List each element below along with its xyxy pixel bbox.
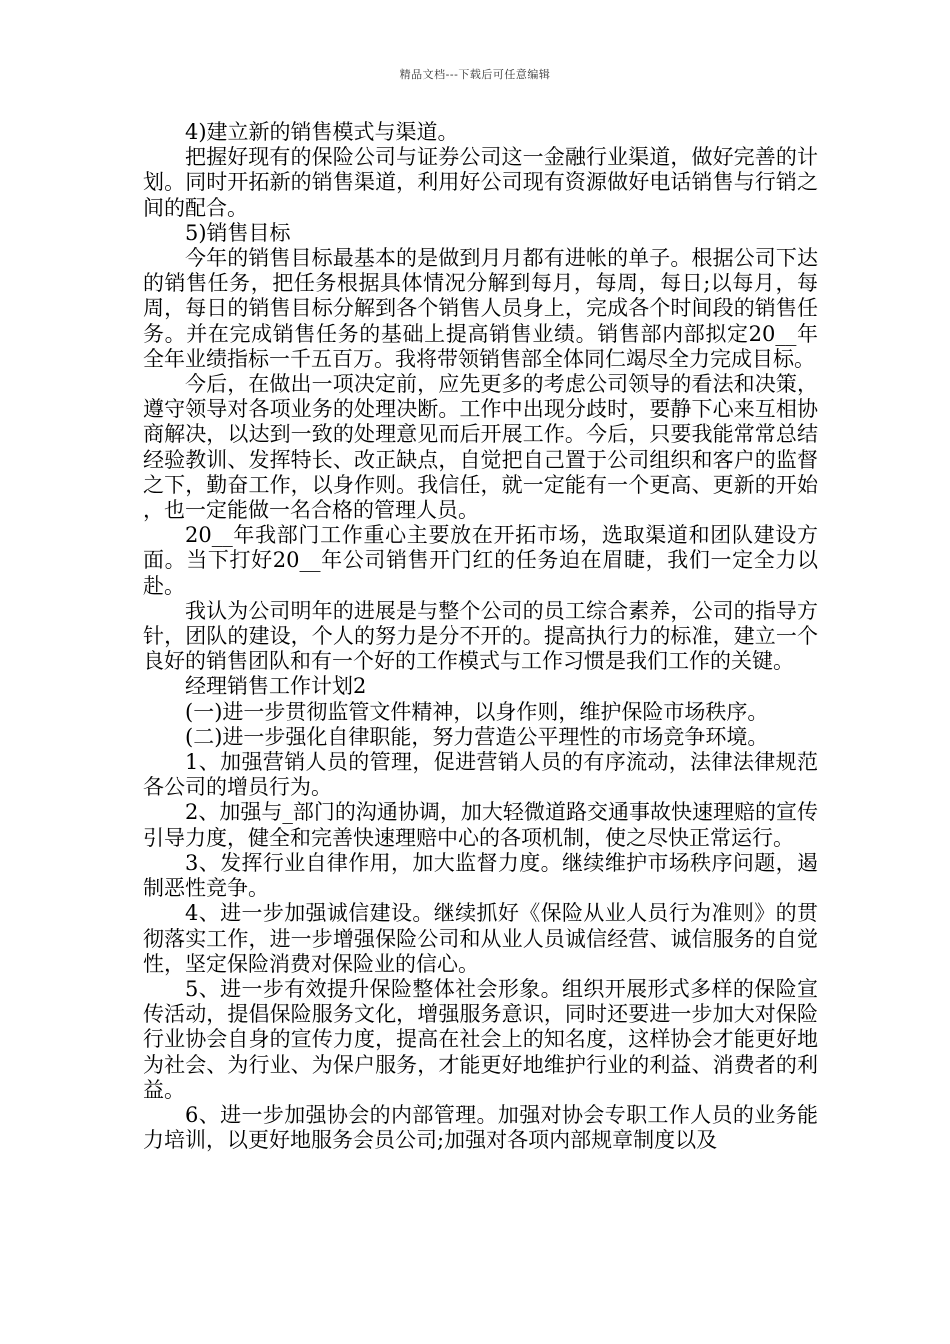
paragraph: 1、加强营销人员的管理，促进营销人员的有序流动，法律法律规范各公司的增员行为。 <box>143 750 818 800</box>
paragraph: 2、加强与_部门的沟通协调，加大轻微道路交通事故快速理赔的宣传引导力度，健全和完善快速理赔中心的各项机制，使之尽快正常运行。 <box>143 800 818 850</box>
paragraph: 6、进一步加强协会的内部管理。加强对协会专职工作人员的业务能力培训，以更好地服务会员公司;加强对各项内部规章制度以及 <box>143 1102 818 1153</box>
paragraph: 3、发挥行业自律作用，加大监督力度。继续维护市场秩序问题，遏制恶性竞争。 <box>143 850 818 901</box>
paragraph: 今后，在做出一项决定前，应先更多的考虑公司领导的看法和决策，遵守领导对各项业务的处理决断。工作中出现分歧时，要静下心来互相协商解决，以达到一致的处理意见而后开展工作。今后，只要我能常常总结经验教训、发挥特长、改正缺点，自觉把自己置于公司组织和客户的监督之下，勤奋工作，以身作则。我信任，就一定能有一个更高、更新的开始，也一定能做一名合格的管理人员。 <box>143 372 818 523</box>
paragraph: 5、进一步有效提升保险整体社会形象。组织开展形式多样的保险宣传活动，提倡保险服务文化，增强服务意识，同时还要进一步加大对保险行业协会自身的宣传力度，提高在社会上的知名度，这样协会才能更好地为社会、为行业、为保户服务，才能更好地维护行业的利益、消费者的利益。 <box>143 976 818 1102</box>
paragraph: 今年的销售目标最基本的是做到月月都有进帐的单子。根据公司下达的销售任务，把任务根据具体情况分解到每月，每周，每日;以每月，每周，每日的销售目标分解到各个销售人员身上，完成各个时间段的销售任务。并在完成销售任务的基础上提高销售业绩。销售部内部拟定20__年全年业绩指标一千五百万。我将带领销售部全体同仁竭尽全力完成目标。 <box>143 246 818 371</box>
paragraph: (二)进一步强化自律职能，努力营造公平理性的市场竞争环境。 <box>185 724 769 749</box>
paragraph: 4、进一步加强诚信建设。继续抓好《保险从业人员行为准则》的贯彻落实工作，进一步增强保险公司和从业人员诚信经营、诚信服务的自觉性，坚定保险消费对保险业的信心。 <box>143 901 818 976</box>
page-header: 精品文档---下载后可任意编辑 <box>399 68 551 81</box>
paragraph: 我认为公司明年的进展是与整个公司的员工综合素养，公司的指导方针，团队的建设，个人的努力是分不开的。提高执行力的标准，建立一个良好的销售团队和有一个好的工作模式与工作习惯是我们工作的关键。 <box>143 598 818 674</box>
paragraph: (一)进一步贯彻监管文件精神，以身作则，维护保险市场秩序。 <box>185 699 769 724</box>
section-heading: 经理销售工作计划2 <box>185 674 367 699</box>
paragraph: 4)建立新的销售模式与渠道。 <box>185 120 459 144</box>
document-body <box>143 120 818 1153</box>
paragraph: 把握好现有的保险公司与证券公司这一金融行业渠道，做好完善的计划。同时开拓新的销售渠道，利用好公司现有资源做好电话销售与行销之间的配合。 <box>143 145 818 220</box>
paragraph: 20__年我部门工作重心主要放在开拓市场，选取渠道和团队建设方面。当下打好20__年公司销售开门红的任务迫在眉睫，我们一定全力以赴。 <box>143 523 818 598</box>
paragraph: 5)销售目标 <box>185 220 291 245</box>
